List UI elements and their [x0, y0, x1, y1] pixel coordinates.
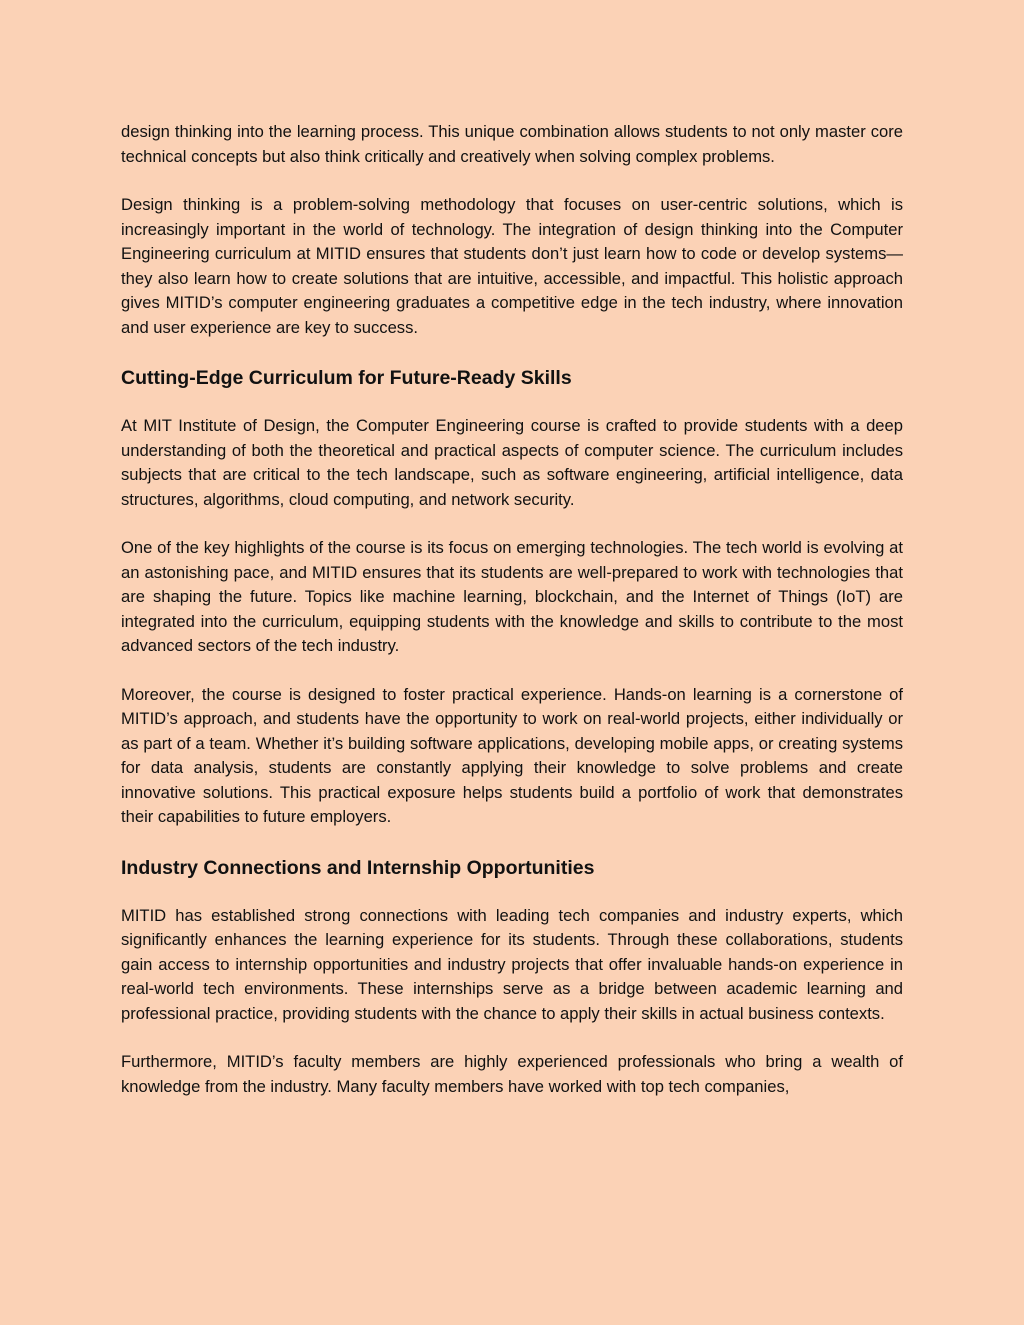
paragraph-design-thinking-intro: design thinking into the learning process. This unique combination allows students to not only master core technical concepts but also think critically and creatively when solving complex problems.	[121, 122, 903, 166]
paragraph-curriculum-overview: At MIT Institute of Design, the Computer Engineering course is crafted to provide students with a deep understanding of both the theoretical and practical aspects of computer science. The curriculum includes subjects that are critical to the tech landscape, such as software engineering, artificial intelligence, data structures, algorithms, cloud computing, and network security.	[121, 416, 903, 509]
paragraph-faculty-expertise: Furthermore, MITID’s faculty members are highly experienced professionals who bring a wealth of knowledge from the industry. Many faculty members have worked with top tech companies,	[121, 1052, 903, 1096]
paragraph-emerging-technologies: One of the key highlights of the course is its focus on emerging technologies. The tech world is evolving at an astonishing pace, and MITID ensures that its students are well-prepared to work with technologies that are shaping the future. Topics like machine learning, blockchain, and the Internet of Things (IoT) are integrated into the curriculum, equipping students with the knowledge and skills to contribute to the most advanced sectors of the tech industry.	[121, 538, 903, 655]
paragraph-design-thinking-methodology: Design thinking is a problem-solving methodology that focuses on user-centric solutions, which is increasingly important in the world of technology. The integration of design thinking into the Computer Engineering curriculum at MITID ensures that students don’t just learn how to code or develop systems—they also learn how to create solutions that are intuitive, accessible, and impactful. This holistic approach gives MITID’s computer engineering graduates a competitive edge in the tech industry, where innovation and user experience are key to success.	[121, 195, 903, 337]
paragraph-industry-partnerships: MITID has established strong connections with leading tech companies and industry experts, which significantly enhances the learning experience for its students. Through these collaborations, students gain access to internship opportunities and industry projects that offer invaluable hands-on experience in real-world tech environments. These internships serve as a bridge between academic learning and professional practice, providing students with the chance to apply their skills in actual business contexts.	[121, 905, 903, 1023]
heading-cutting-edge-curriculum: Cutting-Edge Curriculum for Future-Ready Skills	[121, 367, 572, 389]
heading-industry-connections: Industry Connections and Internship Opportunities	[121, 856, 595, 879]
paragraph-practical-experience: Moreover, the course is designed to foster practical experience. Hands-on learning is a cornerstone of MITID’s approach, and students have the opportunity to work on real-world projects, either individually or as part of a team. Whether it’s building software applications, developing mobile apps, or creating systems for data analysis, students are constantly applying their knowledge to solve problems and create innovative solutions. This practical exposure helps students build a portfolio of work that demonstrates their capabilities to future employers.	[121, 684, 903, 826]
